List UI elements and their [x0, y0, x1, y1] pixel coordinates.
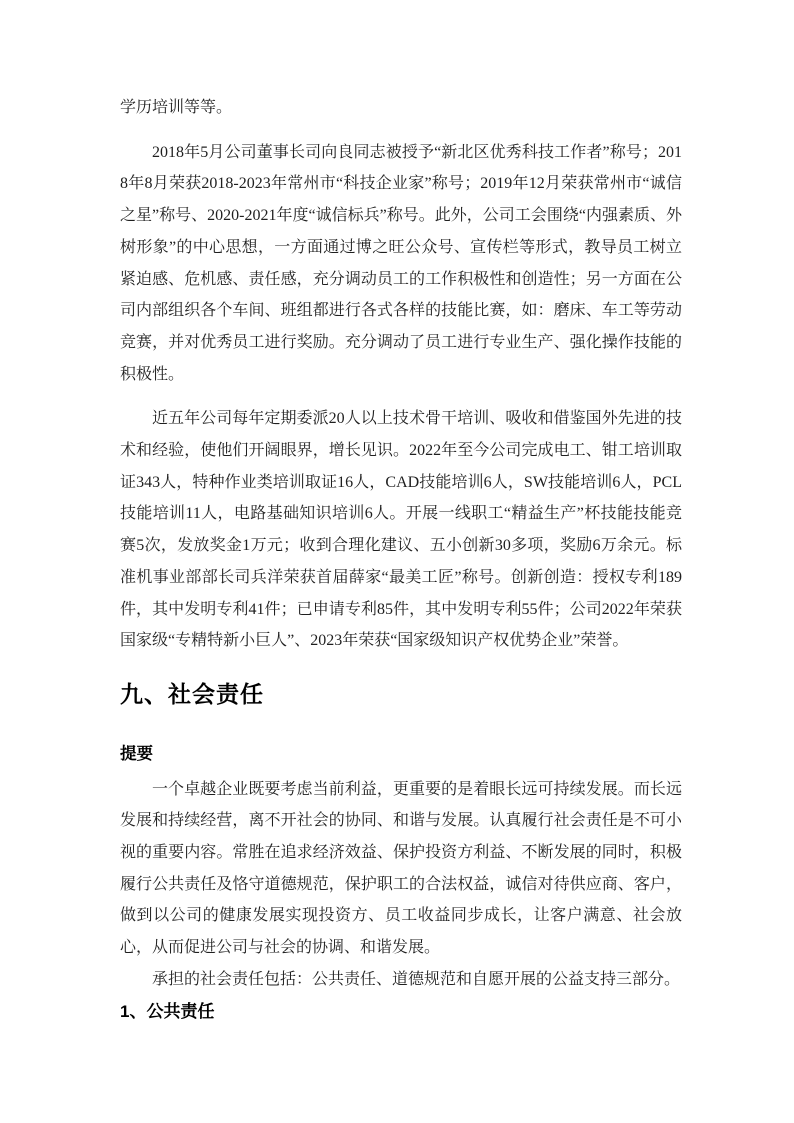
- paragraph-summary: 一个卓越企业既要考虑当前利益，更重要的是着眼长远可持续发展。而长远发展和持续经营，离不开社会的协同、和谐与发展。认真履行社会责任是不可小视的重要内容。常胜在追求经济效益、保护投资方利益、不断发展的同时，积极履行公共责任及恪守道德规范，保护职工的合法权益，诚信对待供应商、客户，做到以公司的健康发展实现投资方、员工收益同步成长，让客户满意、社会放心，从而促进公司与社会的协调、和谐发展。: [120, 780, 682, 957]
- section-heading-social-responsibility: 九、社会责任: [120, 680, 264, 707]
- paragraph-training-achievements: 近五年公司每年定期委派20人以上技术骨干培训、吸收和借鉴国外先进的技术和经验，使他们开阔眼界，增长见识。2022年至今公司完成电工、钳工培训取证343人，特种作业类培训取证16人，CAD技能培训6人，SW技能培训6人，PCL技能培训11人，电路基础知识培训6人。开展一线职工“精益生产”杯技能技能竞赛5次，发放奖金1万元；收到合理化建议、五小创新30多项，奖励6万余元。标准机事业部部长司兵洋荣获首届薛家“最美工匠”称号。创新创造：授权专利189件，其中发明专利41件；已申请专利85件，其中发明专利55件；公司2022年荣获国家级“专精特新小巨人”、2023年荣获“国家级知识产权优势企业”荣誉。: [120, 410, 682, 650]
- paragraph-scope: 承担的社会责任包括：公共责任、道德规范和自愿开展的公益支持三部分。: [152, 970, 681, 988]
- sub-heading-public-responsibility: 1、公共责任: [120, 1001, 215, 1021]
- paragraph-continuation: 学历培训等等。: [120, 99, 233, 116]
- summary-label: 提要: [120, 744, 153, 763]
- paragraph-awards: 2018年5月公司董事长司向良同志被授予“新北区优秀科技工作者”称号；2018年8月荣获2018-2023年常州市“科技企业家”称号；2019年12月荣获常州市“诚信之星”称号、2020-2021年度“诚信标兵”称号。此外，公司工会围绕“内强素质、外树形象”的中心思想，一方面通过博之旺公众号、宣传栏等形式，教导员工树立紧迫感、危机感、责任感，充分调动员工的工作积极性和创造性；另一方面在公司内部组织各个车间、班组都进行各式各样的技能比赛，如：磨床、车工等劳动竞赛，并对优秀员工进行奖励。充分调动了员工进行专业生产、强化操作技能的积极性。: [120, 143, 682, 383]
